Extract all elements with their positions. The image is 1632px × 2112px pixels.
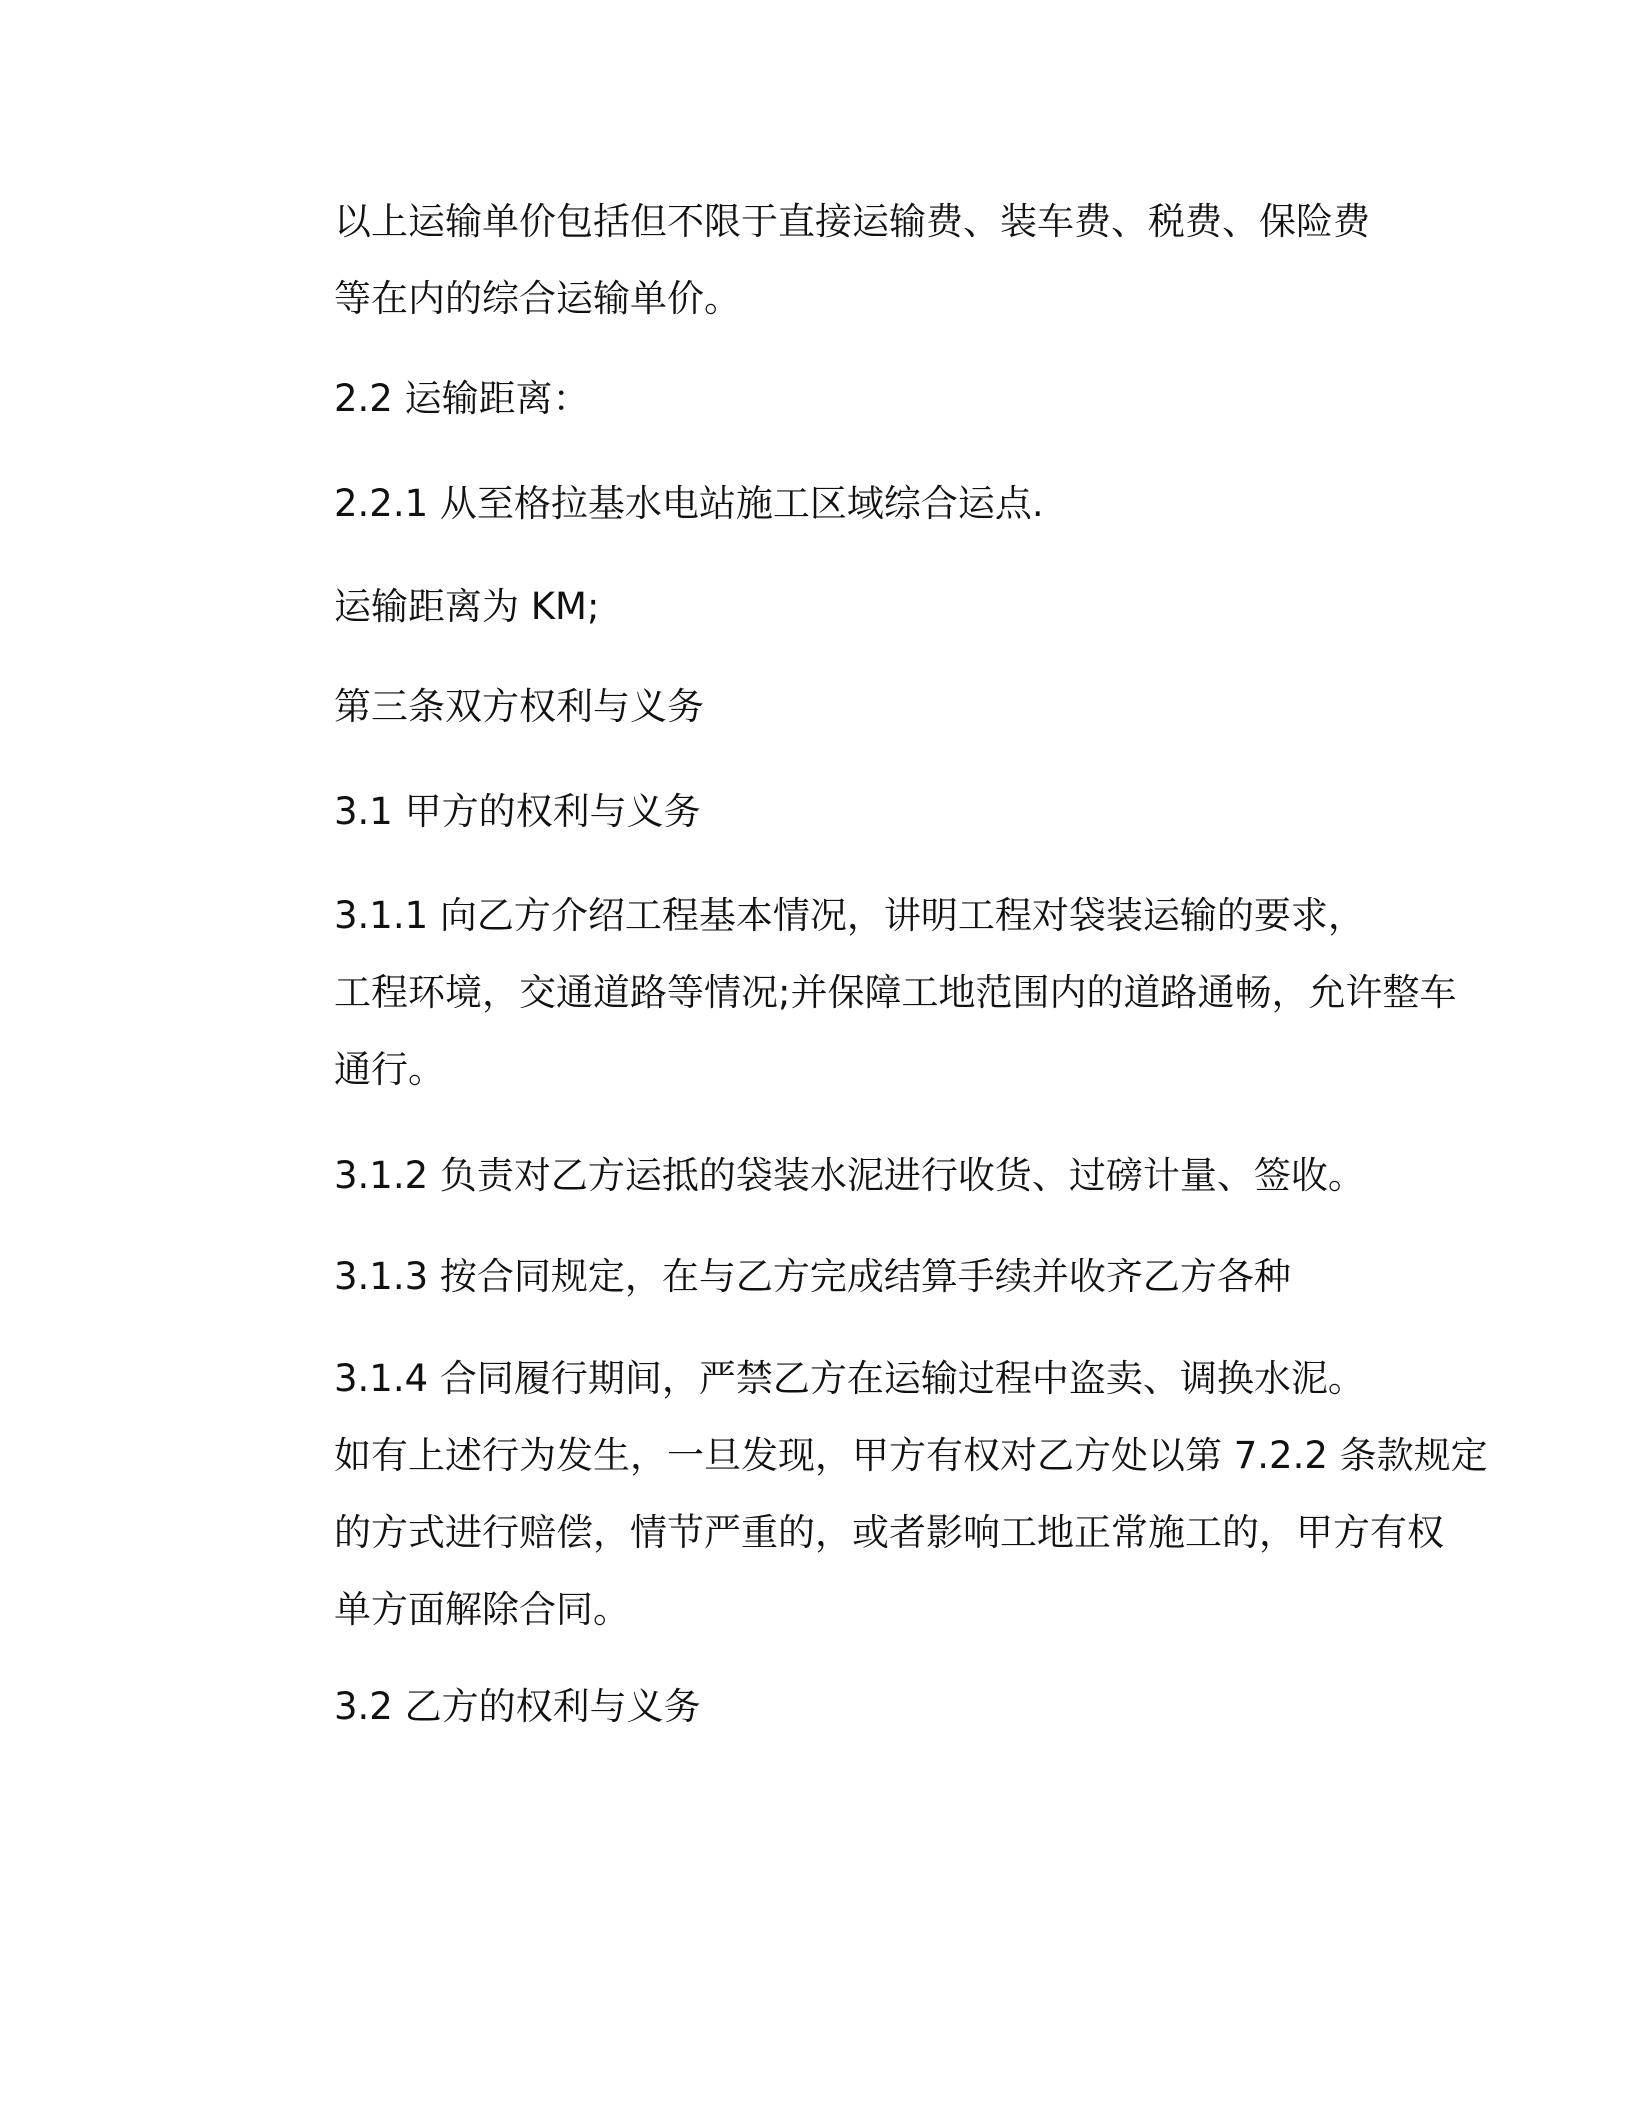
heading-2-2-transport-distance (238, 360, 1398, 437)
text-line: 第三条双方权利与义务 (334, 685, 704, 728)
text-line: 3.1.2 负责对乙方运抵的袋装水泥进行收货、过磅计量、签收。 (334, 1154, 1365, 1197)
text-line: 3.2 乙方的权利与义务 (334, 1685, 701, 1728)
heading-3-1-party-a (238, 773, 1398, 850)
text-line: 以上运输单价包括但不限于直接运输费、装车费、税费、保险费 (334, 200, 1370, 243)
text-line: 通行。 (334, 1048, 445, 1091)
text-line: 3.1 甲方的权利与义务 (334, 790, 701, 833)
heading-3-2-party-b (238, 1668, 1398, 1745)
paragraph-transport-price-note (238, 183, 1398, 337)
paragraph-3-1-3 (238, 1238, 1398, 1315)
text-line: 单方面解除合同。 (334, 1588, 630, 1631)
paragraph-3-1-1 (238, 877, 1457, 1108)
text-line: 2.2.1 从至格拉基水电站施工区域综合运点. (334, 482, 1044, 525)
text-line: 运输距离为 KM; (334, 585, 600, 628)
text-line: 如有上述行为发生，一旦发现，甲方有权对乙方处以第 7.2.2 条款规定 (334, 1434, 1488, 1477)
paragraph-3-1-2 (238, 1137, 1398, 1214)
text-line: 2.2 运输距离： (334, 377, 590, 420)
text-line: 3.1.1 向乙方介绍工程基本情况，讲明工程对袋装运输的要求， (334, 894, 1365, 937)
text-line: 3.1.4 合同履行期间，严禁乙方在运输过程中盗卖、调换水泥。 (334, 1357, 1365, 1400)
text-line: 的方式进行赔偿，情节严重的，或者影响工地正常施工的，甲方有权 (334, 1511, 1444, 1554)
heading-article-3 (238, 668, 1398, 745)
text-line: 3.1.3 按合同规定，在与乙方完成结算手续并收齐乙方各种 (334, 1255, 1291, 1298)
text-line: 工程环境，交通道路等情况;并保障工地范围内的道路通畅，允许整车 (334, 971, 1457, 1014)
paragraph-3-1-4 (238, 1340, 1488, 1648)
paragraph-distance-km (238, 568, 1398, 645)
text-line: 等在内的综合运输单价。 (334, 277, 741, 320)
paragraph-2-2-1 (238, 465, 1398, 542)
